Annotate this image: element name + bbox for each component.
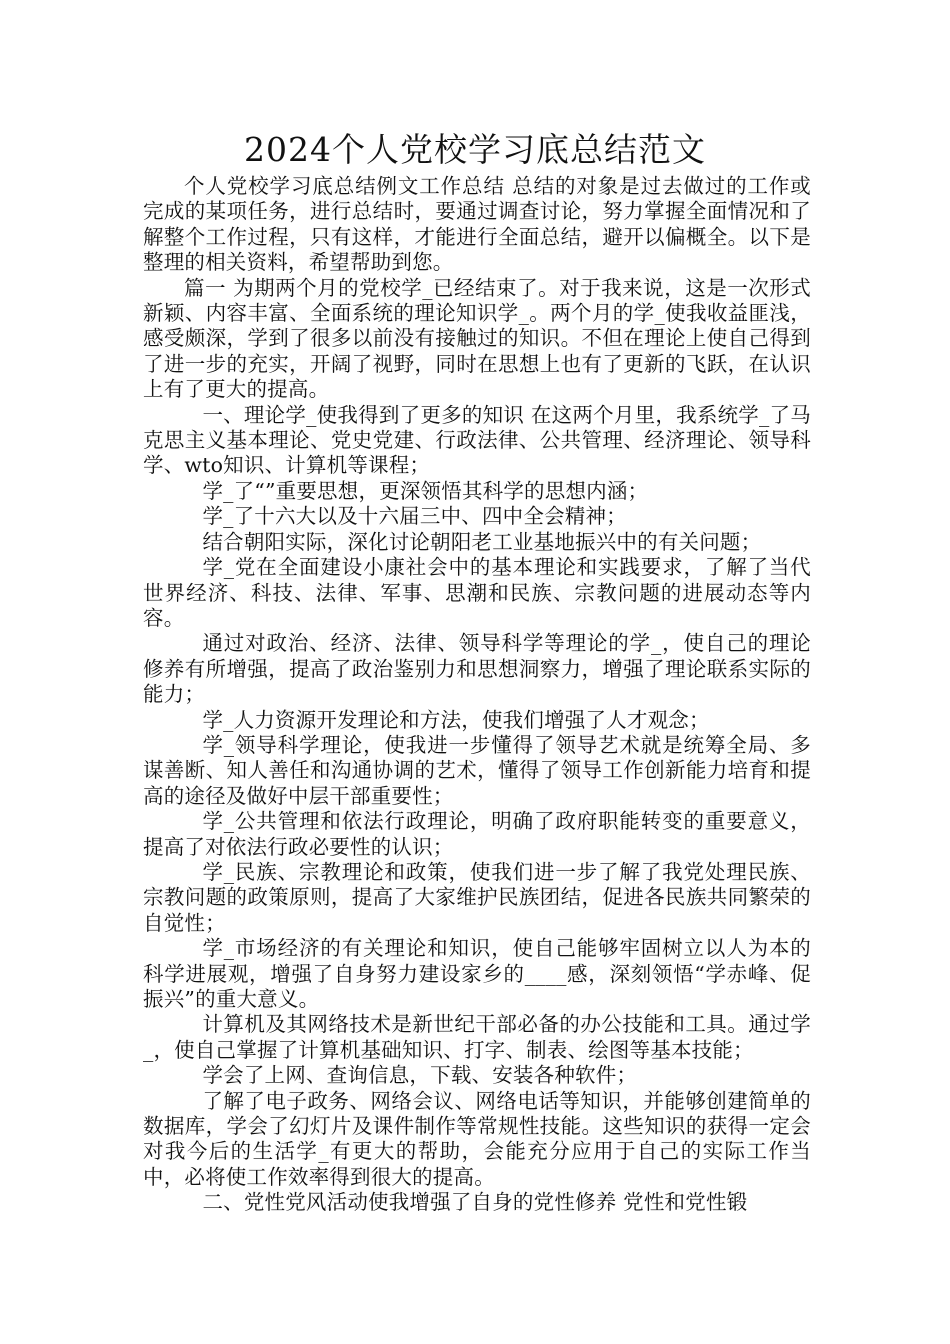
paragraph: 通过对政治、经济、法律、领导科学等理论的学_，使自己的理论修养有所增强，提高了政治鉴别力和思想洞察力，增强了理论联系实际的能力； xyxy=(143,631,811,707)
paragraph: 学_民族、宗教理论和政策，使我们进一步了解了我党处理民族、宗教问题的政策原则，提高了大家维护民族团结，促进各民族共同繁荣的自觉性； xyxy=(143,859,811,935)
paragraph: 计算机及其网络技术是新世纪干部必备的办公技能和工具。通过学_，使自己掌握了计算机基础知识、打字、制表、绘图等基本技能； xyxy=(143,1012,811,1062)
document-title: 2024个人党校学习底总结范文 xyxy=(244,130,706,169)
paragraph-part-one: 篇一 为期两个月的党校学_已经结束了。对于我来说，这是一次形式新颖、内容丰富、全面系统的理论知识学_。两个月的学_使我收益匪浅，感受颇深，学到了很多以前没有接触过的知识。不但在理论上使自己得到了进一步的充实，开阔了视野，同时在思想上也有了更新的飞跃，在认识上有了更大的提高。 xyxy=(143,275,811,402)
paragraph: 学_党在全面建设小康社会中的基本理论和实践要求，了解了当代世界经济、科技、法律、军事、思潮和民族、宗教问题的进展动态等内容。 xyxy=(143,555,811,630)
paragraph: 结合朝阳实际，深化讨论朝阳老工业基地振兴中的有关问题； xyxy=(202,529,762,554)
paragraph-theory-heading: 一、理论学_使我得到了更多的知识 在这两个月里，我系统学_了马克思主义基本理论、党史党建、行政法律、公共管理、经济理论、领导科学、wto知识、计算机等课程； xyxy=(143,402,811,478)
paragraph: 学_市场经济的有关理论和知识，使自己能够牢固树立以人为本的科学进展观，增强了自身努力建设家乡的____感，深刻领悟“学赤峰、促振兴”的重大意义。 xyxy=(143,936,811,1011)
paragraph: 学_人力资源开发理论和方法，使我们增强了人才观念； xyxy=(202,707,710,732)
paragraph: 学_了十六大以及十六届三中、四中全会精神； xyxy=(202,504,627,529)
paragraph: 了解了电子政务、网络会议、网络电话等知识，并能够创建简单的数据库，学会了幻灯片及课件制作等常规性技能。这些知识的获得一定会对我今后的生活学_有更大的帮助，会能充分应用于自己的实际工作当中，必将使工作效率得到很大的提高。 xyxy=(143,1088,811,1189)
paragraph: 学_领导科学理论，使我进一步懂得了领导艺术就是统筹全局、多谋善断、知人善任和沟通协调的艺术，懂得了领导工作创新能力培育和提高的途径及做好中层干部重要性； xyxy=(143,732,811,808)
paragraph-party-heading: 二、党性党风活动使我增强了自身的党性修养 党性和党性锻 xyxy=(202,1190,748,1215)
paragraph-intro: 个人党校学习底总结例文工作总结 总结的对象是过去做过的工作或完成的某项任务，进行总结时，要通过调查讨论，努力掌握全面情况和了解整个工作过程，只有这样，才能进行全面总结，避开以偏概全。以下是整理的相关资料，希望帮助到您。 xyxy=(143,174,811,275)
document-body xyxy=(143,174,811,1216)
paragraph: 学_公共管理和依法行政理论，明确了政府职能转变的重要意义，提高了对依法行政必要性的认识； xyxy=(143,809,811,859)
paragraph: 学会了上网、查询信息，下载、安装各种软件； xyxy=(202,1063,638,1088)
paragraph: 学_了“”重要思想，更深领悟其科学的思想内涵； xyxy=(202,478,649,503)
